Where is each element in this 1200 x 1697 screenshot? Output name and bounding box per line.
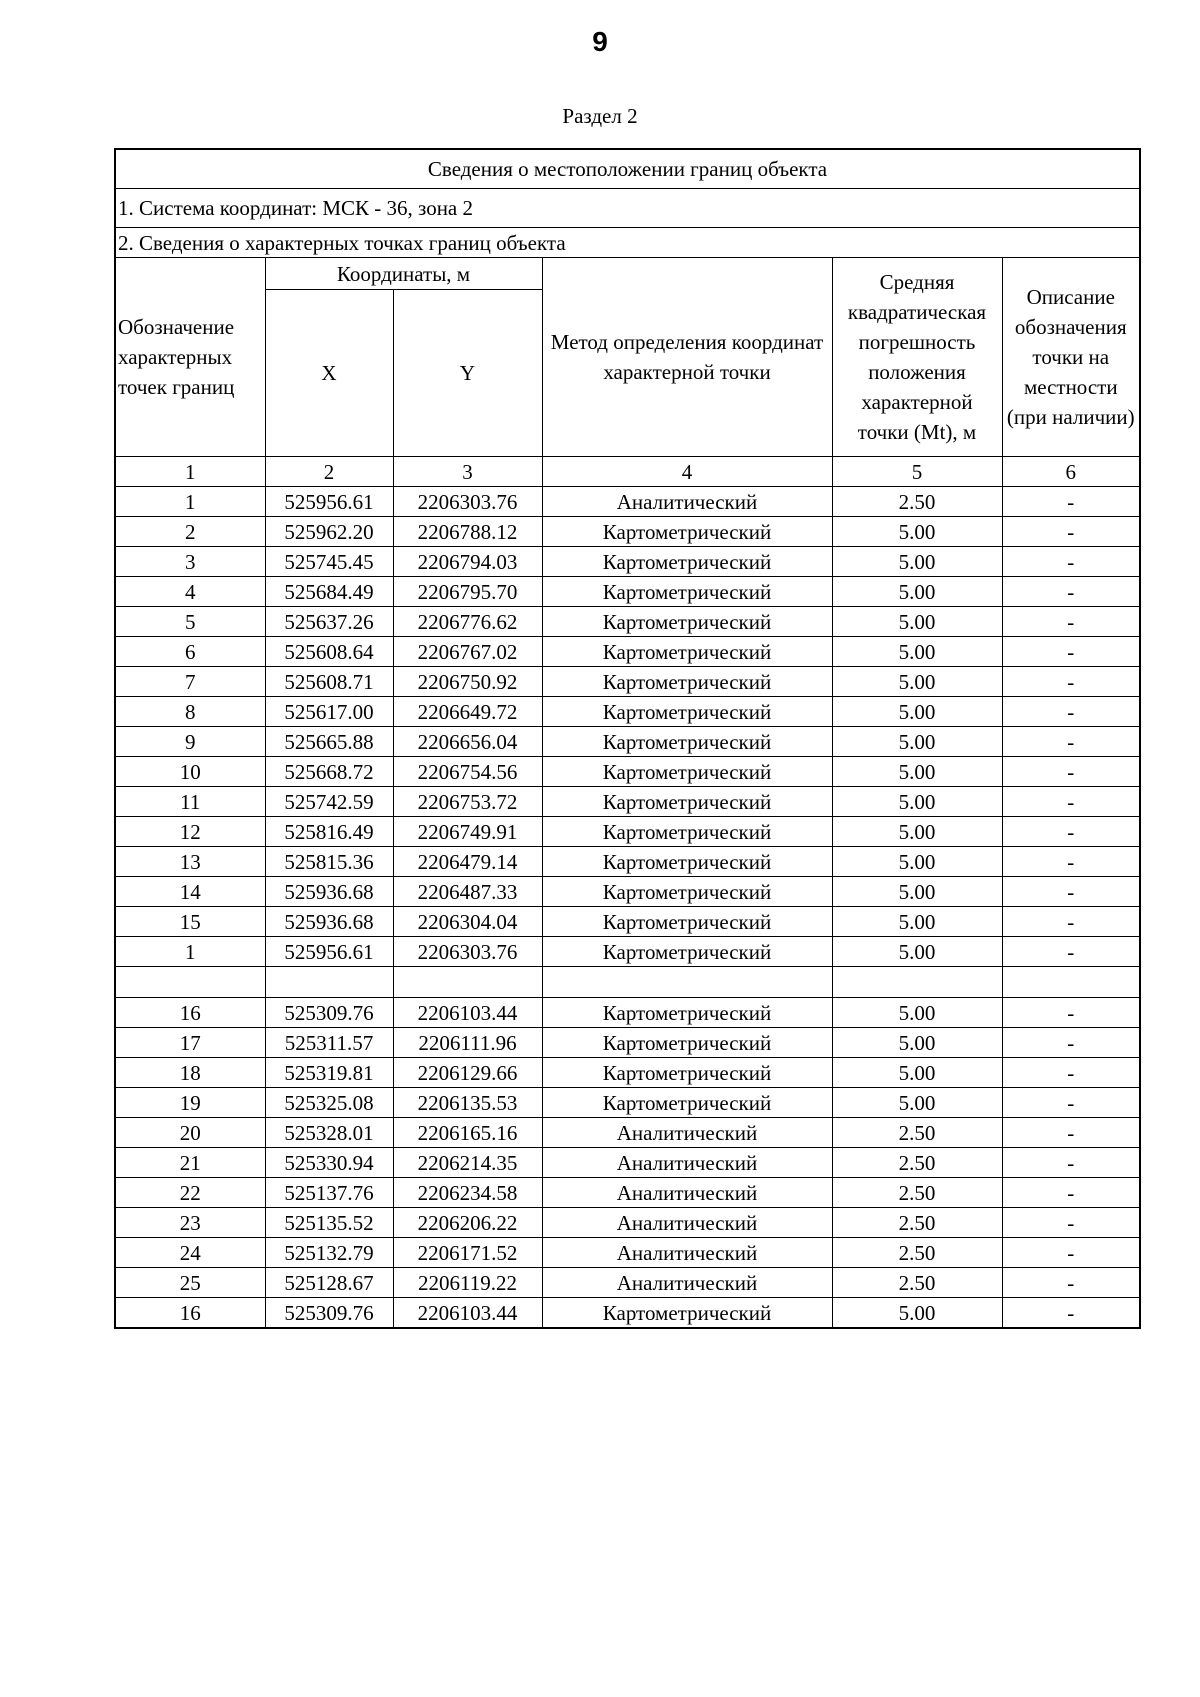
x-coordinate-cell: 525684.49 (265, 577, 393, 607)
x-coordinate-cell: 525330.94 (265, 1148, 393, 1178)
table-row (115, 1088, 1140, 1118)
point-number-cell: 4 (115, 577, 265, 607)
point-number-cell: 5 (115, 607, 265, 637)
y-coordinate-cell: 2206303.76 (393, 487, 542, 517)
table-row (115, 1178, 1140, 1208)
table-row (115, 547, 1140, 577)
table-row (115, 667, 1140, 697)
header-x: X (265, 290, 393, 457)
error-cell: 2.50 (832, 1208, 1002, 1238)
description-cell: - (1002, 937, 1140, 967)
description-cell: - (1002, 1178, 1140, 1208)
x-coordinate-cell: 525132.79 (265, 1238, 393, 1268)
point-number-cell: 10 (115, 757, 265, 787)
description-cell: - (1002, 1298, 1140, 1329)
boundary-points-table (114, 148, 1141, 1329)
point-number-cell: 16 (115, 1298, 265, 1329)
error-cell: 5.00 (832, 547, 1002, 577)
table-row (115, 817, 1140, 847)
point-number-cell: 20 (115, 1118, 265, 1148)
description-cell: - (1002, 607, 1140, 637)
method-cell: Картометрический (542, 547, 832, 577)
page-number: 9 (592, 26, 608, 57)
table-row (115, 998, 1140, 1028)
error-cell: 5.00 (832, 667, 1002, 697)
x-coordinate-cell: 525816.49 (265, 817, 393, 847)
x-coordinate-cell: 525936.68 (265, 877, 393, 907)
error-cell: 2.50 (832, 487, 1002, 517)
description-cell: - (1002, 1268, 1140, 1298)
column-number-row (115, 457, 1140, 487)
empty-cell (832, 967, 1002, 998)
method-cell: Аналитический (542, 1268, 832, 1298)
empty-cell (1002, 967, 1140, 998)
error-cell: 5.00 (832, 1058, 1002, 1088)
y-coordinate-cell: 2206234.58 (393, 1178, 542, 1208)
x-coordinate-cell: 525742.59 (265, 787, 393, 817)
y-coordinate-cell: 2206135.53 (393, 1088, 542, 1118)
method-cell: Картометрический (542, 577, 832, 607)
x-coordinate-cell: 525608.64 (265, 637, 393, 667)
x-coordinate-cell: 525608.71 (265, 667, 393, 697)
x-coordinate-cell: 525665.88 (265, 727, 393, 757)
points-section-title: 2. Сведения о характерных точках границ объекта (115, 228, 1140, 258)
method-cell: Картометрический (542, 937, 832, 967)
table-row (115, 907, 1140, 937)
table-row (115, 1028, 1140, 1058)
method-cell: Картометрический (542, 907, 832, 937)
description-cell: - (1002, 1058, 1140, 1088)
x-coordinate-cell: 525328.01 (265, 1118, 393, 1148)
error-cell: 5.00 (832, 787, 1002, 817)
empty-cell (265, 967, 393, 998)
table-row (115, 577, 1140, 607)
method-cell: Картометрический (542, 757, 832, 787)
y-coordinate-cell: 2206649.72 (393, 697, 542, 727)
point-number-cell: 1 (115, 937, 265, 967)
y-coordinate-cell: 2206788.12 (393, 517, 542, 547)
error-cell: 5.00 (832, 907, 1002, 937)
x-coordinate-cell: 525956.61 (265, 487, 393, 517)
method-cell: Аналитический (542, 1238, 832, 1268)
x-coordinate-cell: 525668.72 (265, 757, 393, 787)
point-number-cell: 8 (115, 697, 265, 727)
error-cell: 5.00 (832, 847, 1002, 877)
point-number-cell: 9 (115, 727, 265, 757)
y-coordinate-cell: 2206479.14 (393, 847, 542, 877)
point-number-cell: 25 (115, 1268, 265, 1298)
point-number-cell: 24 (115, 1238, 265, 1268)
point-number-cell: 18 (115, 1058, 265, 1088)
error-cell: 5.00 (832, 637, 1002, 667)
description-cell: - (1002, 847, 1140, 877)
y-coordinate-cell: 2206214.35 (393, 1148, 542, 1178)
table-row (115, 697, 1140, 727)
method-cell: Картометрический (542, 787, 832, 817)
table-row (115, 757, 1140, 787)
method-cell: Картометрический (542, 1058, 832, 1088)
table-row (115, 727, 1140, 757)
description-cell: - (1002, 787, 1140, 817)
y-coordinate-cell: 2206749.91 (393, 817, 542, 847)
method-cell: Картометрический (542, 1088, 832, 1118)
table-row (115, 637, 1140, 667)
table-row (115, 517, 1140, 547)
y-coordinate-cell: 2206103.44 (393, 998, 542, 1028)
error-cell: 5.00 (832, 877, 1002, 907)
coordinate-system: 1. Система координат: МСК - 36, зона 2 (115, 189, 1140, 228)
y-coordinate-cell: 2206103.44 (393, 1298, 542, 1329)
error-cell: 2.50 (832, 1268, 1002, 1298)
table-row (115, 1238, 1140, 1268)
error-cell: 5.00 (832, 1088, 1002, 1118)
method-cell: Аналитический (542, 487, 832, 517)
empty-cell (393, 967, 542, 998)
point-number-cell: 11 (115, 787, 265, 817)
description-cell: - (1002, 727, 1140, 757)
x-coordinate-cell: 525128.67 (265, 1268, 393, 1298)
y-coordinate-cell: 2206776.62 (393, 607, 542, 637)
y-coordinate-cell: 2206754.56 (393, 757, 542, 787)
point-number-cell: 17 (115, 1028, 265, 1058)
method-cell: Аналитический (542, 1118, 832, 1148)
header-error: Средняя квадратическая погрешность положения характерной точки (Mt), м (832, 258, 1002, 457)
error-cell: 5.00 (832, 727, 1002, 757)
description-cell: - (1002, 517, 1140, 547)
table-row (115, 1298, 1140, 1329)
error-cell: 5.00 (832, 1298, 1002, 1329)
table-row (115, 1268, 1140, 1298)
header-method: Метод определения координат характерной точки (542, 258, 832, 457)
y-coordinate-cell: 2206656.04 (393, 727, 542, 757)
error-cell: 5.00 (832, 937, 1002, 967)
table-row (115, 607, 1140, 637)
method-cell: Картометрический (542, 727, 832, 757)
section-title: Раздел 2 (562, 104, 638, 128)
x-coordinate-cell: 525962.20 (265, 517, 393, 547)
x-coordinate-cell: 525637.26 (265, 607, 393, 637)
description-cell: - (1002, 547, 1140, 577)
method-cell: Аналитический (542, 1148, 832, 1178)
y-coordinate-cell: 2206794.03 (393, 547, 542, 577)
x-coordinate-cell: 525135.52 (265, 1208, 393, 1238)
table-row (115, 487, 1140, 517)
header-description: Описание обозначения точки на местности (при наличии) (1002, 258, 1140, 457)
y-coordinate-cell: 2206304.04 (393, 907, 542, 937)
description-cell: - (1002, 637, 1140, 667)
point-number-cell: 2 (115, 517, 265, 547)
column-number: 2 (265, 457, 393, 487)
point-number-cell: 6 (115, 637, 265, 667)
y-coordinate-cell: 2206165.16 (393, 1118, 542, 1148)
y-coordinate-cell: 2206767.02 (393, 637, 542, 667)
y-coordinate-cell: 2206487.33 (393, 877, 542, 907)
description-cell: - (1002, 998, 1140, 1028)
point-number-cell: 23 (115, 1208, 265, 1238)
error-cell: 5.00 (832, 817, 1002, 847)
y-coordinate-cell: 2206206.22 (393, 1208, 542, 1238)
x-coordinate-cell: 525137.76 (265, 1178, 393, 1208)
table-row (115, 847, 1140, 877)
error-cell: 2.50 (832, 1118, 1002, 1148)
error-cell: 5.00 (832, 577, 1002, 607)
table-caption: Сведения о местоположении границ объекта (115, 149, 1140, 189)
point-number-cell: 12 (115, 817, 265, 847)
point-number-cell: 1 (115, 487, 265, 517)
method-cell: Картометрический (542, 998, 832, 1028)
y-coordinate-cell: 2206119.22 (393, 1268, 542, 1298)
method-cell: Аналитический (542, 1208, 832, 1238)
description-cell: - (1002, 1238, 1140, 1268)
error-cell: 5.00 (832, 757, 1002, 787)
y-coordinate-cell: 2206129.66 (393, 1058, 542, 1088)
point-number-cell: 21 (115, 1148, 265, 1178)
point-number-cell: 16 (115, 998, 265, 1028)
x-coordinate-cell: 525956.61 (265, 937, 393, 967)
x-coordinate-cell: 525319.81 (265, 1058, 393, 1088)
empty-cell (115, 967, 265, 998)
table-row (115, 877, 1140, 907)
error-cell: 5.00 (832, 998, 1002, 1028)
point-number-cell: 15 (115, 907, 265, 937)
x-coordinate-cell: 525936.68 (265, 907, 393, 937)
point-number-cell: 3 (115, 547, 265, 577)
description-cell: - (1002, 697, 1140, 727)
header-y: Y (393, 290, 542, 457)
column-number: 3 (393, 457, 542, 487)
point-number-cell: 7 (115, 667, 265, 697)
column-number: 1 (115, 457, 265, 487)
x-coordinate-cell: 525325.08 (265, 1088, 393, 1118)
y-coordinate-cell: 2206171.52 (393, 1238, 542, 1268)
method-cell: Картометрический (542, 817, 832, 847)
table-row (115, 787, 1140, 817)
table-row (115, 1058, 1140, 1088)
x-coordinate-cell: 525815.36 (265, 847, 393, 877)
error-cell: 2.50 (832, 1178, 1002, 1208)
description-cell: - (1002, 577, 1140, 607)
method-cell: Аналитический (542, 1178, 832, 1208)
method-cell: Картометрический (542, 517, 832, 547)
method-cell: Картометрический (542, 877, 832, 907)
point-number-cell: 19 (115, 1088, 265, 1118)
description-cell: - (1002, 1118, 1140, 1148)
error-cell: 5.00 (832, 607, 1002, 637)
method-cell: Картометрический (542, 1028, 832, 1058)
error-cell: 2.50 (832, 1148, 1002, 1178)
error-cell: 5.00 (832, 1028, 1002, 1058)
method-cell: Картометрический (542, 1298, 832, 1329)
header-point-designation: Обозначение характерных точек границ (115, 258, 265, 457)
table-row (115, 1118, 1140, 1148)
point-number-cell: 22 (115, 1178, 265, 1208)
y-coordinate-cell: 2206795.70 (393, 577, 542, 607)
point-number-cell: 14 (115, 877, 265, 907)
table-row (115, 1208, 1140, 1238)
empty-cell (542, 967, 832, 998)
error-cell: 2.50 (832, 1238, 1002, 1268)
description-cell: - (1002, 907, 1140, 937)
x-coordinate-cell: 525745.45 (265, 547, 393, 577)
table-row (115, 1148, 1140, 1178)
point-number-cell: 13 (115, 847, 265, 877)
separator-row (115, 967, 1140, 998)
description-cell: - (1002, 1208, 1140, 1238)
description-cell: - (1002, 1088, 1140, 1118)
description-cell: - (1002, 1028, 1140, 1058)
column-number: 4 (542, 457, 832, 487)
header-coordinates: Координаты, м (265, 258, 542, 290)
method-cell: Картометрический (542, 667, 832, 697)
error-cell: 5.00 (832, 517, 1002, 547)
description-cell: - (1002, 817, 1140, 847)
table-row (115, 937, 1140, 967)
x-coordinate-cell: 525309.76 (265, 998, 393, 1028)
error-cell: 5.00 (832, 697, 1002, 727)
y-coordinate-cell: 2206111.96 (393, 1028, 542, 1058)
column-number: 6 (1002, 457, 1140, 487)
method-cell: Картометрический (542, 697, 832, 727)
description-cell: - (1002, 667, 1140, 697)
y-coordinate-cell: 2206303.76 (393, 937, 542, 967)
method-cell: Картометрический (542, 607, 832, 637)
method-cell: Картометрический (542, 847, 832, 877)
y-coordinate-cell: 2206750.92 (393, 667, 542, 697)
description-cell: - (1002, 1148, 1140, 1178)
description-cell: - (1002, 757, 1140, 787)
x-coordinate-cell: 525309.76 (265, 1298, 393, 1329)
method-cell: Картометрический (542, 637, 832, 667)
description-cell: - (1002, 877, 1140, 907)
column-number: 5 (832, 457, 1002, 487)
x-coordinate-cell: 525311.57 (265, 1028, 393, 1058)
x-coordinate-cell: 525617.00 (265, 697, 393, 727)
description-cell: - (1002, 487, 1140, 517)
y-coordinate-cell: 2206753.72 (393, 787, 542, 817)
